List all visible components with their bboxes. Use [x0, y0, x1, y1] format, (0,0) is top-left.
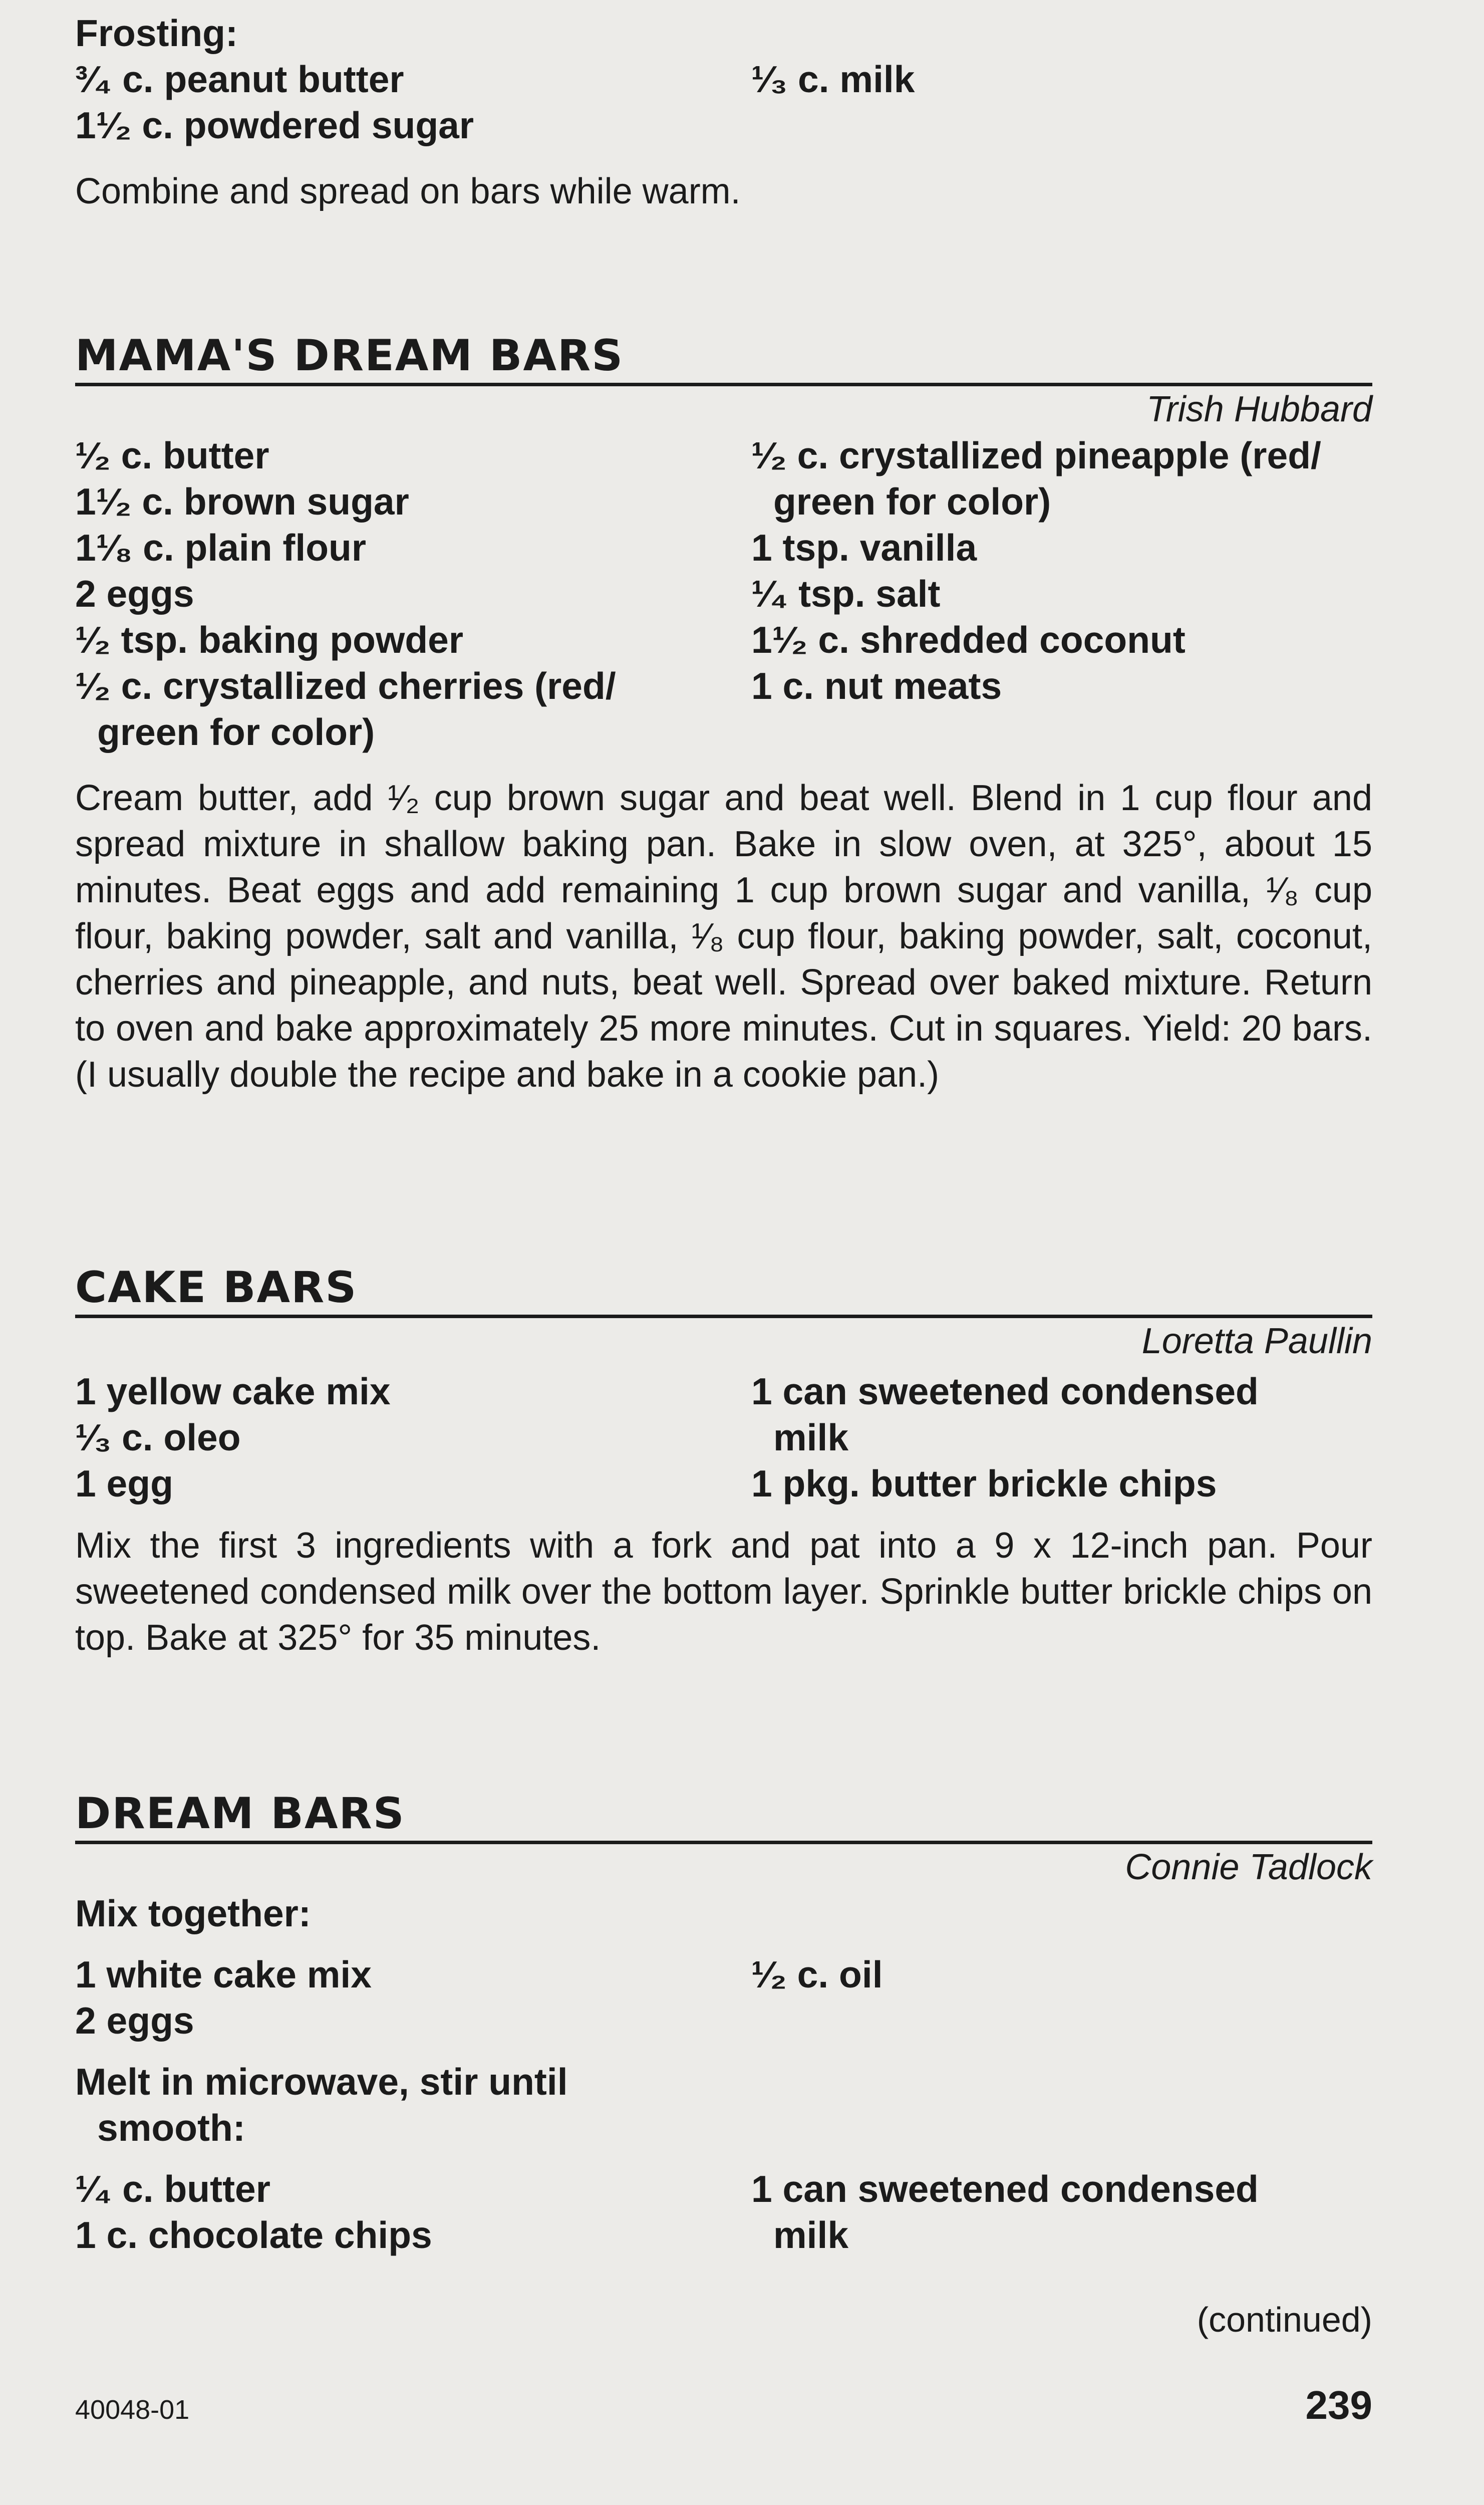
ingredient-continuation: green for color) — [773, 480, 1051, 523]
ingredient: 1 egg — [75, 1462, 173, 1505]
ingredient: ¹⁄₄ tsp. salt — [751, 573, 941, 615]
recipe-author: Loretta Paullin — [1141, 1321, 1372, 1361]
ingredient: 2 eggs — [75, 1999, 194, 2042]
ingredient: ¹⁄₃ c. oleo — [75, 1416, 241, 1458]
recipe-title: DREAM BARS — [75, 1789, 1372, 1844]
ingredient: ¹⁄₂ tsp. baking powder — [75, 619, 464, 661]
ingredient: 1 pkg. butter brickle chips — [751, 1462, 1217, 1505]
ingredient: 1¹⁄₂ c. powdered sugar — [75, 104, 474, 146]
frosting-heading: Frosting: — [75, 12, 238, 54]
ingredient: 1 can sweetened condensed — [751, 2168, 1259, 2210]
ingredient: ¹⁄₂ c. crystallized pineapple (red/ — [751, 434, 1321, 476]
continued-note: (continued) — [1197, 2300, 1372, 2339]
subheading-continuation: smooth: — [97, 2107, 245, 2149]
ingredient: 1¹⁄₂ c. shredded coconut — [751, 619, 1185, 661]
frosting-section — [75, 10, 1372, 214]
recipe-directions: Mix the first 3 ingredients with a fork and pat into a 9 x 12-inch pan. Pour sweetened condensed milk over the bottom layer. Sprinkle butter brickle chips on top. Bake at 325° for 35 minutes. — [75, 1526, 1372, 1658]
ingredient: ¹⁄₃ c. milk — [751, 58, 915, 100]
cookbook-page — [75, 0, 1372, 2505]
ingredient-continuation: milk — [773, 1416, 849, 1458]
ingredient: 2 eggs — [75, 573, 194, 615]
recipe-title: CAKE BARS — [75, 1263, 1372, 1318]
recipe-author: Connie Tadlock — [1125, 1847, 1372, 1887]
page-number: 239 — [1305, 2383, 1372, 2427]
ingredient-continuation: green for color) — [97, 711, 375, 753]
ingredient: 1¹⁄₈ c. plain flour — [75, 527, 367, 569]
ingredient: ¹⁄₄ c. butter — [75, 2168, 270, 2210]
ingredient: 1¹⁄₂ c. brown sugar — [75, 480, 409, 523]
ingredient: ¹⁄₂ c. oil — [751, 1953, 883, 1995]
subheading: Melt in microwave, stir until — [75, 2061, 568, 2103]
ingredient: 1 can sweetened condensed — [751, 1370, 1259, 1412]
ingredient: ¹⁄₂ c. butter — [75, 434, 269, 476]
recipe-author: Trish Hubbard — [1146, 389, 1372, 429]
subheading: Mix together: — [75, 1892, 311, 1934]
ingredient-continuation: milk — [773, 2214, 849, 2256]
ingredient: ³⁄₄ c. peanut butter — [75, 58, 404, 100]
frosting-directions: Combine and spread on bars while warm. — [75, 171, 741, 211]
cake-bars-section — [75, 1263, 1372, 1661]
mamas-dream-bars-section — [75, 331, 1372, 1098]
ingredient: ¹⁄₂ c. crystallized cherries (red/ — [75, 665, 616, 707]
page-footer — [75, 2382, 1372, 2428]
recipe-directions: Cream butter, add ¹⁄₂ cup brown sugar and beat well. Blend in 1 cup flour and spread mixture in shallow baking pan. Bake in slow oven, at 325°, about 15 minutes. Beat eggs and add remaining 1 cup brown sugar and vanilla, ¹⁄₈ cup flour, baking powder, salt and vanilla, ¹⁄₈ cup flour, baking powder, salt, coconut, cherries and pineapple, and nuts, beat well. Spread over baked mixture. Return to oven and bake approximately 25 more minutes. Cut in squares. Yield: 20 bars. (I usually double the recipe and bake in a cookie pan.) — [75, 778, 1372, 1095]
ingredient: 1 yellow cake mix — [75, 1370, 391, 1412]
dream-bars-section — [75, 1789, 1372, 2258]
ingredient: 1 c. chocolate chips — [75, 2214, 432, 2256]
recipe-title: MAMA'S DREAM BARS — [75, 331, 1372, 386]
print-code: 40048-01 — [75, 2395, 190, 2425]
ingredient: 1 c. nut meats — [751, 665, 1002, 707]
ingredient: 1 tsp. vanilla — [751, 527, 977, 569]
ingredient: 1 white cake mix — [75, 1953, 372, 1995]
